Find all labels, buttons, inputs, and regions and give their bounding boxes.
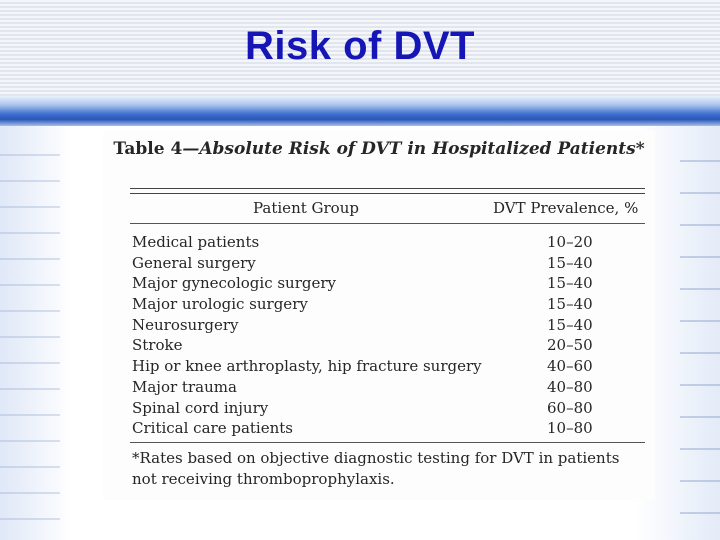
row-prevalence: 60–80 [547, 398, 593, 417]
table-row [132, 273, 647, 294]
right-decoration [680, 130, 720, 540]
table-bottom-rule [130, 442, 645, 443]
table-row [132, 232, 647, 253]
table-row [132, 377, 647, 398]
row-prevalence: 40–80 [547, 377, 593, 396]
table-row [132, 294, 647, 315]
row-group: Neurosurgery [132, 315, 239, 334]
row-group: Major trauma [132, 377, 237, 396]
risk-table [103, 131, 655, 500]
slide-title: Risk of DVT [245, 24, 475, 68]
table-row [132, 418, 647, 439]
table-header-rule [130, 223, 645, 224]
table-row [132, 398, 647, 419]
row-prevalence: 15–40 [547, 315, 593, 334]
table-body [132, 232, 647, 439]
row-prevalence: 15–40 [547, 274, 593, 293]
row-prevalence: 20–50 [547, 336, 593, 355]
table-caption [103, 139, 655, 160]
title-bar [0, 96, 720, 126]
table-caption-text: —Absolute Risk of DVT in Hospitalized Patients* [182, 139, 645, 159]
row-group: Major gynecologic surgery [132, 274, 337, 293]
row-prevalence: 40–60 [547, 357, 593, 376]
row-group: Medical patients [132, 233, 260, 251]
row-group: Critical care patients [132, 419, 293, 438]
row-group: Hip or knee arthroplasty, hip fracture surgery [132, 357, 482, 376]
table-row [132, 335, 647, 356]
table-footnote: *Rates based on objective diagnostic testing for DVT in patients not receiving thromboprophylaxis. [132, 449, 620, 488]
column-header-prevalence: DVT Prevalence, % [493, 199, 639, 217]
row-group: General surgery [132, 253, 256, 272]
table-row [132, 315, 647, 336]
row-prevalence: 15–40 [547, 253, 593, 272]
table-number: Table 4 [113, 139, 183, 159]
row-prevalence: 10–80 [547, 419, 593, 438]
row-prevalence: 10–20 [547, 233, 593, 251]
table-row [132, 253, 647, 274]
table-top-rule-inner [130, 193, 645, 194]
row-prevalence: 15–40 [547, 295, 593, 314]
left-decoration [0, 130, 60, 540]
table-top-rule [130, 188, 645, 189]
row-group: Major urologic surgery [132, 295, 308, 314]
row-group: Spinal cord injury [132, 398, 269, 417]
table-row [132, 356, 647, 377]
column-header-group: Patient Group [253, 199, 359, 217]
row-group: Stroke [132, 336, 183, 355]
